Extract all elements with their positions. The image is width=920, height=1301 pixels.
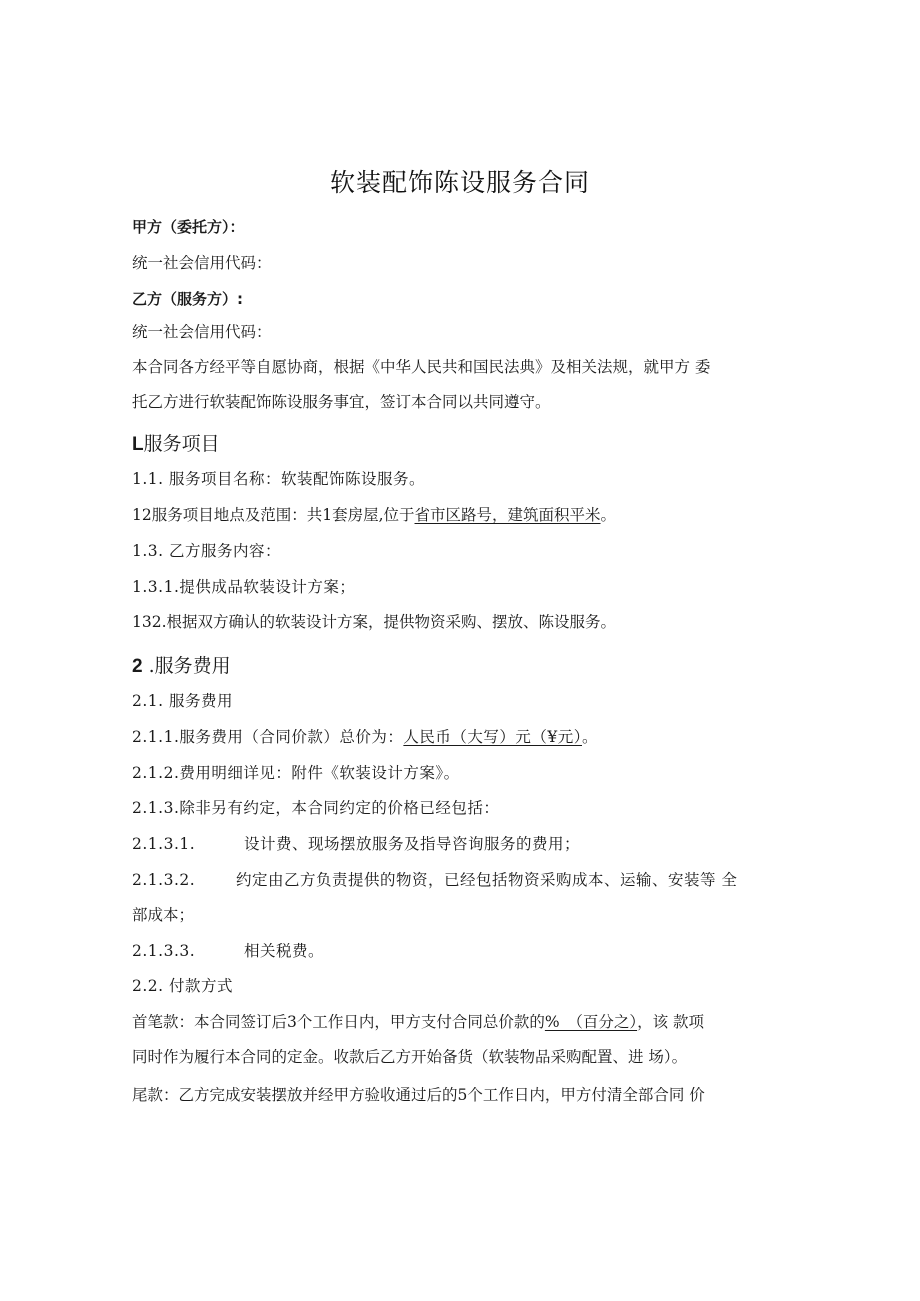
item-2-1-1-price-blank: 人民币（大写）元（¥元） bbox=[403, 728, 582, 746]
item-2-1-3-2-continued: 部成本； bbox=[132, 906, 195, 924]
section-2-title: .服务费用 bbox=[142, 655, 231, 677]
item-2-1-1-prefix: 2.1.1.服务费用（合同价款）总价为： bbox=[132, 728, 404, 746]
item-1-2-location-blank: 省市区路号，建筑面积平米 bbox=[414, 506, 601, 524]
item-1-2 bbox=[132, 505, 792, 525]
section-1-title: 服务项目 bbox=[143, 433, 220, 455]
item-2-2: 2.2. 付款方式 bbox=[132, 977, 234, 995]
document-title: 软装配饰陈设服务合同 bbox=[329, 168, 590, 197]
first-payment-percent-blank: % （百分之） bbox=[544, 1013, 638, 1031]
item-1-1: 1.1. 服务项目名称：软装配饰陈设服务。 bbox=[132, 470, 426, 488]
item-1-3-2: 132.根据双方确认的软装设计方案，提供物资采购、摆放、陈设服务。 bbox=[132, 613, 617, 631]
item-2-1-3-2 bbox=[132, 870, 792, 890]
item-1-3-1: 1.3.1.提供成品软装设计方案； bbox=[132, 578, 356, 596]
item-2-1-3-2-number: 2.1.3.2. bbox=[132, 871, 196, 889]
party-a-credit-code: 统一社会信用代码： bbox=[132, 254, 272, 272]
intro-line-2: 托乙方进行软装配饰陈设服务事宜，签订本合同以共同遵守。 bbox=[132, 393, 551, 411]
party-b-label: 乙方（服务方）: bbox=[132, 290, 243, 308]
item-1-2-suffix: 。 bbox=[600, 506, 617, 524]
item-2-1-3-3-text: 相关税费。 bbox=[244, 942, 325, 960]
item-2-1-2: 2.1.2.费用明细详见：附件《软装设计方案》。 bbox=[132, 764, 460, 782]
item-2-1-3-1 bbox=[132, 834, 792, 854]
item-2-1-3: 2.1.3.除非另有约定，本合同约定的价格已经包括： bbox=[132, 799, 500, 817]
section-1-number: L bbox=[132, 434, 144, 455]
item-2-1-1-suffix: 。 bbox=[582, 728, 599, 746]
first-payment-continued: 同时作为履行本合同的定金。收款后乙方开始备货（软装物品采购配置、进 场）。 bbox=[132, 1048, 688, 1066]
item-2-1-3-3-number: 2.1.3.3. bbox=[132, 942, 196, 960]
item-2-1-1 bbox=[132, 727, 792, 747]
first-payment-prefix: 首笔款：本合同签订后3个工作日内，甲方支付合同总价款的 bbox=[132, 1013, 545, 1031]
section-2-number: 2 bbox=[132, 656, 143, 677]
party-a-label: 甲方（委托方）： bbox=[132, 218, 245, 236]
item-2-1: 2.1. 服务费用 bbox=[132, 692, 234, 710]
item-2-1-3-2-text: 约定由乙方负责提供的物资，已经包括物资采购成本、运输、安装等 全 bbox=[236, 871, 738, 889]
item-1-3: 1.3. 乙方服务内容： bbox=[132, 542, 282, 560]
first-payment-suffix: ，该 款项 bbox=[637, 1013, 705, 1031]
item-2-1-3-1-text: 设计费、现场摆放服务及指导咨询服务的费用； bbox=[244, 835, 581, 853]
section-1-heading bbox=[132, 432, 792, 457]
item-1-2-prefix: 12服务项目地点及范围：共1套房屋,位于 bbox=[132, 506, 415, 524]
item-2-1-3-3 bbox=[132, 941, 792, 961]
intro-line-1: 本合同各方经平等自愿协商，根据《中华人民共和国民法典》及相关法规，就甲方 委 bbox=[132, 358, 711, 376]
party-b-credit-code: 统一社会信用代码： bbox=[132, 323, 272, 341]
final-payment: 尾款：乙方完成安装摆放并经甲方验收通过后的5个工作日内，甲方付清全部合同 价 bbox=[132, 1086, 705, 1104]
section-2-heading bbox=[132, 654, 792, 679]
first-payment bbox=[132, 1012, 792, 1032]
item-2-1-3-1-number: 2.1.3.1. bbox=[132, 835, 196, 853]
